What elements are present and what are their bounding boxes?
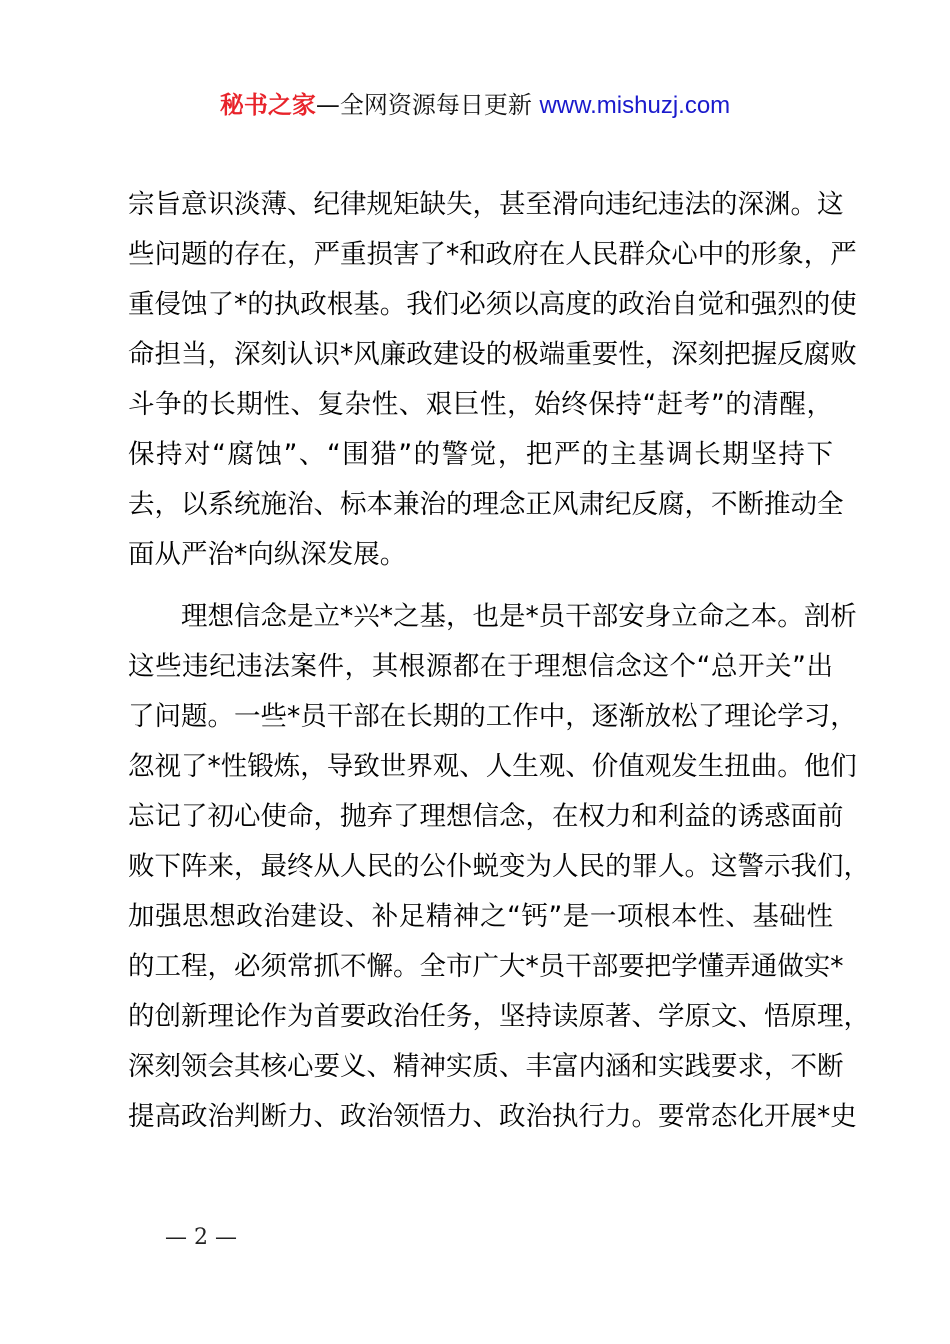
text-line: 败下阵来，最终从人民的公仆蜕变为人民的罪人。这警示我们， (128, 851, 870, 882)
text-line: 斗争的长期性、复杂性、艰巨性，始终保持“赶考”的清醒， (128, 389, 833, 420)
text-line: 忽视了*性锻炼，导致世界观、人生观、价值观发生扭曲。他们 (128, 751, 857, 782)
text-line: 去，以系统施治、标本兼治的理念正风肃纪反腐，不断推动全 (128, 489, 844, 520)
site-url-link[interactable]: www.mishuzj.com (539, 92, 731, 119)
text-line: 理想信念是立*兴*之基，也是*员干部安身立命之本。剖析 (128, 601, 857, 632)
text-line: 这些违纪违法案件，其根源都在于理想信念这个“总开关”出 (128, 651, 833, 682)
paragraph (128, 180, 857, 580)
text-line: 了问题。一些*员干部在长期的工作中，逐渐放松了理论学习， (128, 701, 857, 732)
document-body (128, 180, 870, 1142)
text-line: 忘记了初心使命，抛弃了理想信念，在权力和利益的诱惑面前 (128, 801, 844, 832)
text-line: 深刻领会其核心要义、精神实质、丰富内涵和实践要求，不断 (128, 1051, 844, 1082)
paragraph (128, 592, 870, 1142)
text-line: 些问题的存在，严重损害了*和政府在人民群众心中的形象，严 (128, 239, 857, 270)
text-line: 提高政治判断力、政治领悟力、政治执行力。要常态化开展*史 (128, 1101, 857, 1132)
text-line: 重侵蚀了*的执政根基。我们必须以高度的政治自觉和强烈的使 (128, 289, 857, 320)
brand-name: 秘书之家 (219, 91, 316, 119)
paragraph-gap (128, 580, 833, 592)
site-header (0, 88, 950, 123)
text-line: 面从严治*向纵深发展。 (128, 539, 407, 570)
text-line: 加强思想政治建设、补足精神之“钙”是一项根本性、基础性 (128, 901, 833, 932)
header-tagline: —全网资源每日更新 (315, 91, 540, 119)
text-line: 宗旨意识淡薄、纪律规矩缺失，甚至滑向违纪违法的深渊。这 (128, 189, 844, 220)
text-line: 命担当，深刻认识*风廉政建设的极端重要性，深刻把握反腐败 (128, 339, 857, 370)
text-line: 的工程，必须常抓不懈。全市广大*员干部要把学懂弄通做实* (128, 951, 844, 982)
text-line: 的创新理论作为首要政治任务，坚持读原著、学原文、悟原理， (128, 1001, 870, 1032)
text-line: 保持对“腐蚀”、“围猎”的警觉，把严的主基调长期坚持下 (128, 439, 833, 470)
page-number: — 2 — (165, 1225, 237, 1250)
